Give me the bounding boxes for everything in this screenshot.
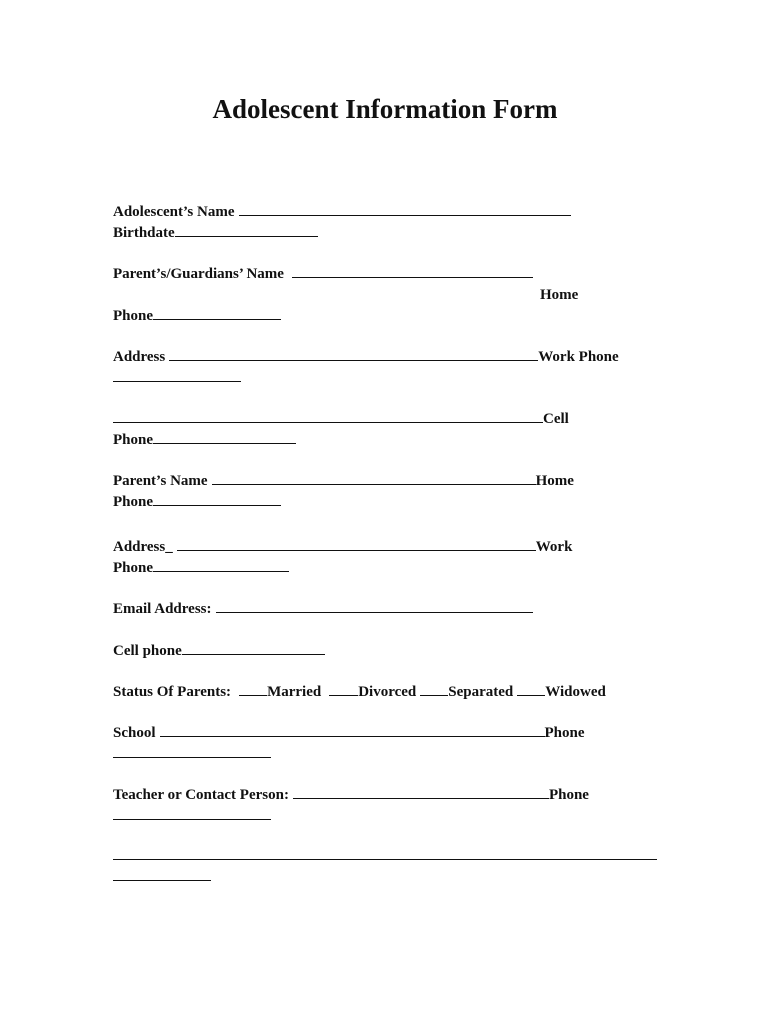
extra-line-field-2[interactable] bbox=[113, 867, 211, 881]
teacher-phone-field[interactable] bbox=[113, 806, 271, 820]
parents-name-row bbox=[113, 471, 574, 491]
school-phone-field[interactable] bbox=[113, 744, 271, 758]
adolescent-name-field[interactable] bbox=[239, 202, 571, 216]
phone-label: Phone bbox=[113, 432, 154, 448]
parent-work-phone-row bbox=[113, 558, 289, 578]
separated-field[interactable] bbox=[420, 682, 448, 696]
home-label-2: Home bbox=[535, 473, 574, 489]
parent-address-row bbox=[113, 537, 572, 557]
parents-name-label: Parent’s Name bbox=[113, 473, 208, 489]
cell-phone-label: Cell phone bbox=[113, 643, 182, 659]
parent-address-label: Address_ bbox=[113, 539, 173, 555]
status-label: Status Of Parents: bbox=[113, 684, 232, 700]
teacher-row bbox=[113, 785, 589, 805]
teacher-label: Teacher or Contact Person: bbox=[113, 787, 289, 803]
phone-label: Phone bbox=[113, 560, 154, 576]
form-title: Adolescent Information Form bbox=[212, 94, 558, 124]
work-label: Work bbox=[535, 539, 573, 555]
teacher-phone-row bbox=[113, 806, 271, 826]
extra-line-field-1[interactable] bbox=[113, 846, 657, 860]
home-phone-field[interactable] bbox=[153, 306, 281, 320]
work-phone-field[interactable] bbox=[113, 368, 241, 382]
guardians-name-field[interactable] bbox=[292, 264, 533, 278]
cell-phone-field-2[interactable] bbox=[182, 641, 325, 655]
school-row bbox=[113, 723, 585, 743]
birthdate-field[interactable] bbox=[175, 223, 318, 237]
phone-label: Phone bbox=[113, 308, 154, 324]
address-label: Address bbox=[113, 349, 166, 365]
divorced-label: Divorced bbox=[358, 684, 417, 700]
teacher-field[interactable] bbox=[293, 785, 549, 799]
school-phone-row bbox=[113, 744, 271, 764]
school-phone-label: Phone bbox=[544, 725, 585, 741]
extra-line-row-1 bbox=[113, 846, 657, 866]
status-row bbox=[113, 682, 606, 702]
cell-phone-row-2 bbox=[113, 641, 325, 661]
cell-label: Cell bbox=[543, 411, 569, 427]
parents-name-field[interactable] bbox=[212, 471, 536, 485]
divorced-field[interactable] bbox=[329, 682, 358, 696]
home-label: Home bbox=[540, 287, 579, 303]
parent-address-field[interactable] bbox=[177, 537, 536, 551]
address-row bbox=[113, 347, 619, 367]
birthdate-label: Birthdate bbox=[113, 225, 175, 241]
separated-label: Separated bbox=[448, 684, 514, 700]
birthdate-row bbox=[113, 223, 318, 243]
teacher-phone-label: Phone bbox=[548, 787, 589, 803]
address-line2-row bbox=[113, 409, 569, 429]
email-label: Email Address: bbox=[113, 601, 212, 617]
guardians-name-row bbox=[113, 264, 533, 284]
phone-label: Phone bbox=[113, 494, 154, 510]
adolescent-name-label: Adolescent’s Name bbox=[113, 204, 235, 220]
widowed-label: Widowed bbox=[545, 684, 606, 700]
widowed-field[interactable] bbox=[517, 682, 545, 696]
address-line2-field[interactable] bbox=[113, 409, 543, 423]
school-label: School bbox=[113, 725, 156, 741]
guardians-name-label: Parent’s/Guardians’ Name bbox=[113, 266, 284, 282]
email-row bbox=[113, 599, 533, 619]
email-field[interactable] bbox=[216, 599, 533, 613]
school-field[interactable] bbox=[160, 723, 545, 737]
cell-phone-row-1 bbox=[113, 430, 296, 450]
work-phone-row bbox=[113, 368, 241, 388]
parent-work-phone-field[interactable] bbox=[153, 558, 289, 572]
parent-home-phone-row bbox=[113, 492, 281, 512]
married-field[interactable] bbox=[239, 682, 267, 696]
married-label: Married bbox=[267, 684, 322, 700]
home-phone-row bbox=[113, 306, 281, 326]
extra-line-row-2 bbox=[113, 867, 211, 887]
cell-phone-field-1[interactable] bbox=[153, 430, 296, 444]
address-field[interactable] bbox=[169, 347, 538, 361]
home-label-row bbox=[540, 285, 578, 305]
parent-home-phone-field[interactable] bbox=[153, 492, 281, 506]
adolescent-name-row bbox=[113, 202, 571, 222]
work-phone-label: Work Phone bbox=[538, 349, 619, 365]
